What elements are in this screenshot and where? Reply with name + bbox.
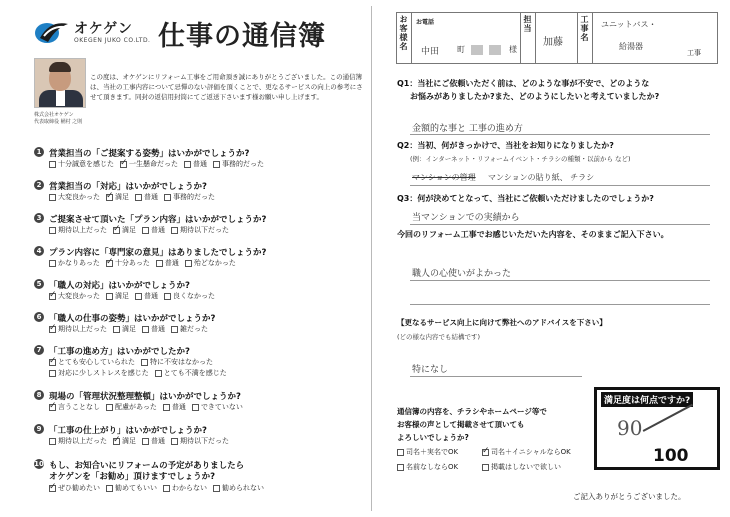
question-number: 1 — [34, 147, 44, 157]
option-label: 期待以上だった — [58, 226, 107, 234]
checkbox[interactable] — [135, 194, 142, 201]
option-label: 期待以下だった — [180, 437, 229, 445]
answer-option[interactable] — [49, 258, 100, 268]
customer-label: お客様名 — [399, 15, 408, 51]
checkbox[interactable] — [164, 194, 171, 201]
option-label: とても不満を感じた — [163, 369, 227, 377]
option-label: 普通 — [144, 292, 158, 300]
staff-label: 担当 — [523, 15, 532, 33]
checkbox[interactable] — [106, 485, 113, 492]
question-text: 「職人の対応」はいかがでしょうか? — [49, 281, 190, 291]
publish-option[interactable] — [397, 447, 458, 457]
option-label: 良くなかった — [173, 292, 215, 300]
customer-info-table — [396, 12, 718, 64]
q2-answer-struck: マンションの管理 — [412, 173, 476, 182]
answer-line — [410, 185, 710, 186]
checkbox[interactable] — [106, 194, 113, 201]
answer-option[interactable] — [49, 436, 107, 446]
question-text: 営業担当の「ご提案する姿勢」はいかがでしょうか? — [49, 149, 250, 159]
answer-option[interactable] — [135, 192, 158, 202]
closing-message: ご記入ありがとうございました。 — [573, 492, 686, 501]
satisfaction-title: 満足度は何点ですか? — [601, 392, 693, 407]
question-text: ご提案させて頂いた「プラン内容」はいかがでしょうか? — [49, 215, 267, 225]
answer-option[interactable] — [106, 402, 157, 412]
answer-option[interactable] — [155, 368, 227, 378]
question-text-cont: オケゲンを「お勧め」頂けますでしょうか? — [49, 472, 216, 482]
option-label: 事務的だった — [222, 160, 264, 168]
checkbox[interactable] — [49, 404, 56, 411]
option-label: 満足 — [122, 325, 136, 333]
q2-answer: マンションの貼り紙、 チラシ — [488, 173, 595, 182]
answer-option[interactable] — [141, 357, 213, 367]
answer-line — [410, 224, 710, 225]
answer-option[interactable] — [163, 402, 186, 412]
answer-option[interactable] — [49, 368, 149, 378]
answer-option[interactable] — [171, 225, 229, 235]
checkbox[interactable] — [106, 260, 113, 267]
town-label: 町 — [457, 45, 465, 54]
question-text: プラン内容に「専門家の意見」はありましたでしょうか? — [49, 248, 267, 258]
checkbox[interactable] — [482, 449, 489, 456]
option-label: 普通 — [151, 437, 165, 445]
question-number: 6 — [34, 312, 44, 322]
option-label: 司名＋実名でOK — [406, 448, 459, 456]
option-row — [49, 324, 208, 334]
answer-option[interactable] — [185, 258, 236, 268]
answer-option[interactable] — [192, 402, 243, 412]
checkbox[interactable] — [49, 485, 56, 492]
checkbox[interactable] — [213, 485, 220, 492]
publish-option[interactable] — [482, 462, 561, 472]
option-label: 期待以上だった — [58, 325, 107, 333]
publish-question-1: 通信簿の内容を、チラシやホームページ等で — [397, 407, 547, 416]
question-number: 10 — [34, 460, 44, 468]
option-label: 殆どなかった — [193, 259, 236, 267]
option-label: 普通 — [144, 193, 158, 201]
answer-option[interactable] — [49, 402, 100, 412]
answer-option[interactable] — [113, 436, 136, 446]
option-label: 十分あった — [114, 259, 150, 267]
answer-option[interactable] — [213, 159, 264, 169]
option-label: 大変良かった — [58, 193, 100, 201]
answer-option[interactable] — [113, 324, 136, 334]
option-label: できていない — [200, 403, 243, 411]
question-text: 営業担当の「対応」はいかがでしょうか? — [49, 182, 207, 192]
option-label: 満足 — [122, 437, 136, 445]
answer-option[interactable] — [142, 324, 165, 334]
checkbox[interactable] — [106, 293, 113, 300]
score-slash — [643, 404, 693, 432]
checkbox[interactable] — [113, 438, 120, 445]
checkbox[interactable] — [49, 194, 56, 201]
checkbox[interactable] — [397, 449, 404, 456]
option-label: 期待以上だった — [58, 437, 107, 445]
checkbox[interactable] — [192, 404, 199, 411]
advice-subtitle: (どの様な内容でも結構です) — [397, 333, 481, 341]
brand-subtitle: OKEGEN JUKO CO.LTD. — [74, 37, 151, 44]
answer-option[interactable] — [49, 357, 135, 367]
answer-option[interactable] — [184, 159, 207, 169]
option-row — [49, 159, 264, 169]
option-label: ぜひ勧めたい — [58, 484, 100, 492]
option-label: 満足 — [115, 292, 129, 300]
question-text: 「職人の仕事の姿勢」はいかがでしょうか? — [49, 314, 216, 324]
q4-answer: 職人の心使いがよかった — [412, 269, 512, 279]
option-row — [49, 258, 236, 268]
page-title: 仕事の通信簿 — [158, 21, 326, 52]
answer-line — [410, 304, 710, 305]
checkbox[interactable] — [49, 370, 56, 377]
q2-example: (例：インターネット・リフォームイベント・チラシの種類・以前から など) — [410, 155, 631, 163]
answer-option[interactable] — [106, 483, 157, 493]
option-label: 言うことなし — [58, 403, 100, 411]
option-label: 普通 — [164, 259, 179, 267]
work-label: 工事名 — [580, 15, 589, 42]
customer-name: 中田 — [421, 47, 440, 57]
question-text: もし、お知合いにリフォームの予定がありましたら — [49, 461, 245, 471]
option-label: わからない — [172, 484, 207, 492]
answer-option[interactable] — [164, 192, 215, 202]
option-label: 配慮があった — [115, 403, 157, 411]
answer-option[interactable] — [213, 483, 264, 493]
checkbox[interactable] — [141, 359, 148, 366]
option-row — [49, 291, 215, 301]
answer-option[interactable] — [113, 225, 136, 235]
redacted-block — [489, 45, 501, 55]
answer-option[interactable] — [156, 258, 179, 268]
satisfaction-score-box — [594, 387, 720, 470]
option-label: 十分誠意を感じた — [58, 160, 114, 168]
option-label: 普通 — [151, 325, 165, 333]
option-label: かなりあった — [58, 259, 100, 267]
option-label: 満足 — [122, 226, 136, 234]
checkbox[interactable] — [49, 260, 56, 267]
checkbox[interactable] — [171, 227, 178, 234]
question-number: 4 — [34, 246, 44, 256]
checkbox[interactable] — [142, 326, 149, 333]
answer-option[interactable] — [171, 324, 208, 334]
q4-text: 今回のリフォーム工事でお感じいただいた内容を、そのままご記入下さい。 — [397, 230, 669, 239]
checkbox[interactable] — [482, 464, 489, 471]
question-number: 3 — [34, 213, 44, 223]
question-text: 「工事の進め方」はいかがでしたか? — [49, 347, 190, 357]
answer-option[interactable] — [106, 291, 129, 301]
president-company: 株式会社オケゲン — [34, 112, 74, 118]
checkbox[interactable] — [156, 260, 163, 267]
checkbox[interactable] — [49, 227, 56, 234]
option-label: とても安心していられた — [58, 358, 135, 366]
option-row — [49, 225, 229, 235]
checkbox[interactable] — [49, 326, 56, 333]
advice-answer: 特になし — [412, 365, 449, 375]
publish-option[interactable] — [397, 462, 458, 472]
checkbox[interactable] — [113, 326, 120, 333]
answer-line — [410, 280, 710, 281]
option-label: 対応に少しストレスを感じた — [58, 369, 149, 377]
sama-label: 様 — [509, 45, 517, 54]
checkbox[interactable] — [49, 161, 56, 168]
option-label: 雑だった — [180, 325, 208, 333]
option-label: 特に不安はなかった — [150, 358, 213, 366]
checkbox[interactable] — [171, 326, 178, 333]
answer-option[interactable] — [142, 436, 165, 446]
q3-answer: 当マンションでの実績から — [412, 213, 520, 223]
staff-name: 加藤 — [543, 37, 563, 48]
publish-question-2: お客様の声として掲載させて頂いても — [397, 420, 525, 429]
checkbox[interactable] — [142, 438, 149, 445]
answer-option[interactable] — [49, 324, 107, 334]
checkbox[interactable] — [397, 464, 404, 471]
checkbox[interactable] — [49, 293, 56, 300]
answer-option[interactable] — [49, 291, 100, 301]
checkbox[interactable] — [185, 260, 192, 267]
q2-text: Q2：当初、何がきっかけで、当社をお知りになりましたか? — [397, 141, 614, 150]
answer-option[interactable] — [120, 159, 178, 169]
redacted-block — [471, 45, 483, 55]
publish-option[interactable] — [482, 447, 571, 457]
q3-text: Q3：何が決めてとなって、当社にご依頼いただけましたのでしょうか? — [397, 194, 654, 203]
checkbox[interactable] — [120, 161, 127, 168]
option-label: 普通 — [171, 403, 186, 411]
checkbox[interactable] — [171, 438, 178, 445]
checkbox[interactable] — [155, 370, 162, 377]
answer-line — [410, 376, 582, 377]
question-number: 8 — [34, 390, 44, 400]
option-label: 期待以下だった — [180, 226, 229, 234]
option-row — [49, 483, 264, 493]
question-number: 2 — [34, 180, 44, 190]
president-name: 代表取締役 桶村 之則 — [34, 119, 83, 125]
checkbox[interactable] — [213, 161, 220, 168]
satisfaction-max: 100 — [653, 446, 689, 466]
checkbox[interactable] — [135, 293, 142, 300]
answer-line — [410, 134, 710, 135]
president-photo — [34, 58, 86, 108]
option-row — [49, 436, 229, 446]
checkbox[interactable] — [163, 485, 170, 492]
brand-name: オケゲン — [74, 21, 133, 37]
answer-option[interactable] — [163, 483, 207, 493]
phone-label: お電話 — [416, 19, 435, 26]
answer-option[interactable] — [135, 291, 158, 301]
option-label: 事務的だった — [173, 193, 215, 201]
answer-option[interactable] — [106, 192, 129, 202]
checkbox[interactable] — [113, 227, 120, 234]
answer-option[interactable] — [49, 225, 107, 235]
option-row — [49, 357, 213, 367]
checkbox[interactable] — [142, 227, 149, 234]
advice-title: 【更なるサービス向上に向けて弊社へのアドバイスを下さい】 — [397, 318, 607, 327]
intro-text: この度は、オケゲンにリフォーム工事をご用命頂き誠にありがとうございました。この通信簿は、当社の工事内容について忌憚のない評価を頂くことで、更なるサービスの向上の参考にさせて頂きます。同封の返信用封筒にてご返送下さいます様お願い申し上げます。 — [90, 73, 363, 101]
satisfaction-score: 90 — [617, 416, 643, 440]
checkbox[interactable] — [163, 404, 170, 411]
answer-option[interactable] — [142, 225, 165, 235]
option-label: 大変良かった — [58, 292, 100, 300]
option-row — [49, 402, 243, 412]
option-row — [49, 368, 227, 378]
work-name-line2: 給湯器 — [619, 42, 643, 51]
publish-question-3: よろしいでしょうか? — [397, 433, 469, 442]
checkbox[interactable] — [49, 438, 56, 445]
question-number: 5 — [34, 279, 44, 289]
q1-text: Q1：当社にご依頼いただく前は、どのような事が不安で、どのような — [397, 79, 650, 88]
checkbox[interactable] — [49, 359, 56, 366]
q1-text-cont: お悩みがありましたか?また、どのようにしたいと考えていましたか? — [410, 92, 660, 101]
option-row — [49, 192, 215, 202]
answer-option[interactable] — [49, 159, 114, 169]
question-number: 7 — [34, 345, 44, 355]
okegen-logo-icon — [34, 18, 70, 48]
option-label: 一生懸命だった — [129, 160, 178, 168]
checkbox[interactable] — [164, 293, 171, 300]
checkbox[interactable] — [184, 161, 191, 168]
work-name-line1: ユニットバス・ — [601, 20, 657, 29]
question-number: 9 — [34, 424, 44, 434]
answer-option[interactable] — [106, 258, 150, 268]
option-label: 掲載はしないで欲しい — [491, 463, 561, 471]
center-divider — [371, 6, 372, 511]
q1-answer: 金額的な事と 工事の進め方 — [412, 124, 523, 134]
option-label: 普通 — [151, 226, 165, 234]
option-label: 勧めてもいい — [115, 484, 157, 492]
checkbox[interactable] — [106, 404, 113, 411]
option-label: 名前なしならOK — [406, 463, 459, 471]
answer-option[interactable] — [49, 483, 100, 493]
option-label: 普通 — [193, 160, 207, 168]
question-text: 「工事の仕上がり」はいかがでしょうか? — [49, 426, 207, 436]
answer-option[interactable] — [164, 291, 215, 301]
option-label: 満足 — [115, 193, 129, 201]
question-text: 現場の「管理状況整理整頓」はいかがでしょうか? — [49, 392, 241, 402]
option-label: 勧められない — [222, 484, 264, 492]
answer-option[interactable] — [49, 192, 100, 202]
option-label: 司名＋イニシャルならOK — [491, 448, 571, 456]
work-suffix: 工事 — [687, 49, 701, 57]
answer-option[interactable] — [171, 436, 229, 446]
